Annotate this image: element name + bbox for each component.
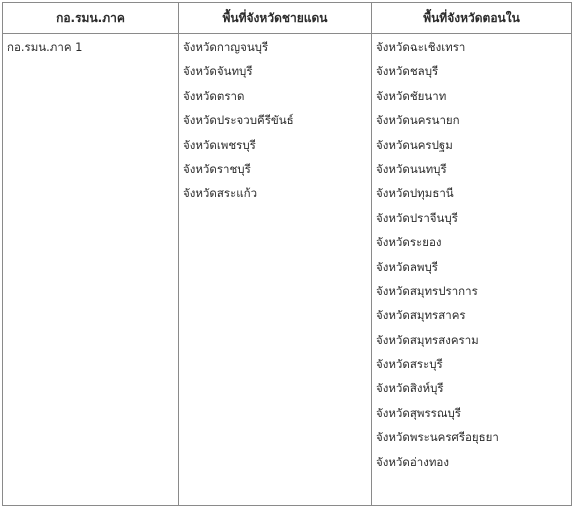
list-item: จังหวัดปทุมธานี [376, 186, 454, 201]
list-item: จังหวัดนครนายก [376, 113, 460, 128]
list-item: จังหวัดฉะเชิงเทรา [376, 40, 466, 54]
table-row [3, 34, 572, 506]
region-list [3, 34, 178, 61]
header-region: กอ.รมน.ภาค [3, 3, 179, 34]
inner-provinces-list [372, 34, 571, 476]
list-item: จังหวัดจันทบุรี [183, 64, 253, 79]
list-item: จังหวัดพระนครศรีอยุธยา [376, 430, 499, 445]
region-cell [3, 34, 179, 506]
list-item: จังหวัดราชบุรี [183, 161, 251, 176]
inner-provinces-cell [372, 34, 572, 506]
border-provinces-cell [179, 34, 372, 506]
list-item: จังหวัดกาญจนบุรี [183, 40, 269, 54]
header-border-provinces: พื้นที่จังหวัดชายแดน [179, 3, 372, 34]
list-item: จังหวัดสุพรรณบุรี [376, 405, 461, 420]
list-item: จังหวัดสระบุรี [376, 357, 443, 372]
list-item: จังหวัดเพชรบุรี [183, 137, 256, 152]
list-item: จังหวัดสระแก้ว [183, 186, 258, 201]
list-item: จังหวัดประจวบคีรีขันธ์ [183, 113, 294, 128]
table-header-row [3, 3, 572, 34]
list-item: จังหวัดชลบุรี [376, 64, 439, 79]
region-name: กอ.รมน.ภาค 1 [7, 40, 83, 54]
province-table [2, 2, 572, 506]
list-item: จังหวัดตราด [183, 88, 245, 103]
header-inner-provinces: พื้นที่จังหวัดตอนใน [372, 3, 572, 34]
list-item: จังหวัดปราจีนบุรี [376, 210, 458, 225]
province-table-container [2, 2, 571, 506]
list-item: จังหวัดสมุทรสาคร [376, 308, 466, 323]
list-item: จังหวัดสมุทรปราการ [376, 283, 478, 298]
list-item: จังหวัดชัยนาท [376, 88, 447, 103]
list-item: จังหวัดลพบุรี [376, 259, 438, 274]
list-item: จังหวัดนนทบุรี [376, 161, 447, 176]
list-item: จังหวัดระยอง [376, 235, 442, 250]
list-item: จังหวัดอ่างทอง [376, 454, 449, 469]
border-provinces-list [179, 34, 371, 208]
list-item: จังหวัดสมุทรสงคราม [376, 332, 479, 347]
list-item: จังหวัดสิงห์บุรี [376, 381, 444, 396]
list-item: จังหวัดนครปฐม [376, 137, 453, 152]
